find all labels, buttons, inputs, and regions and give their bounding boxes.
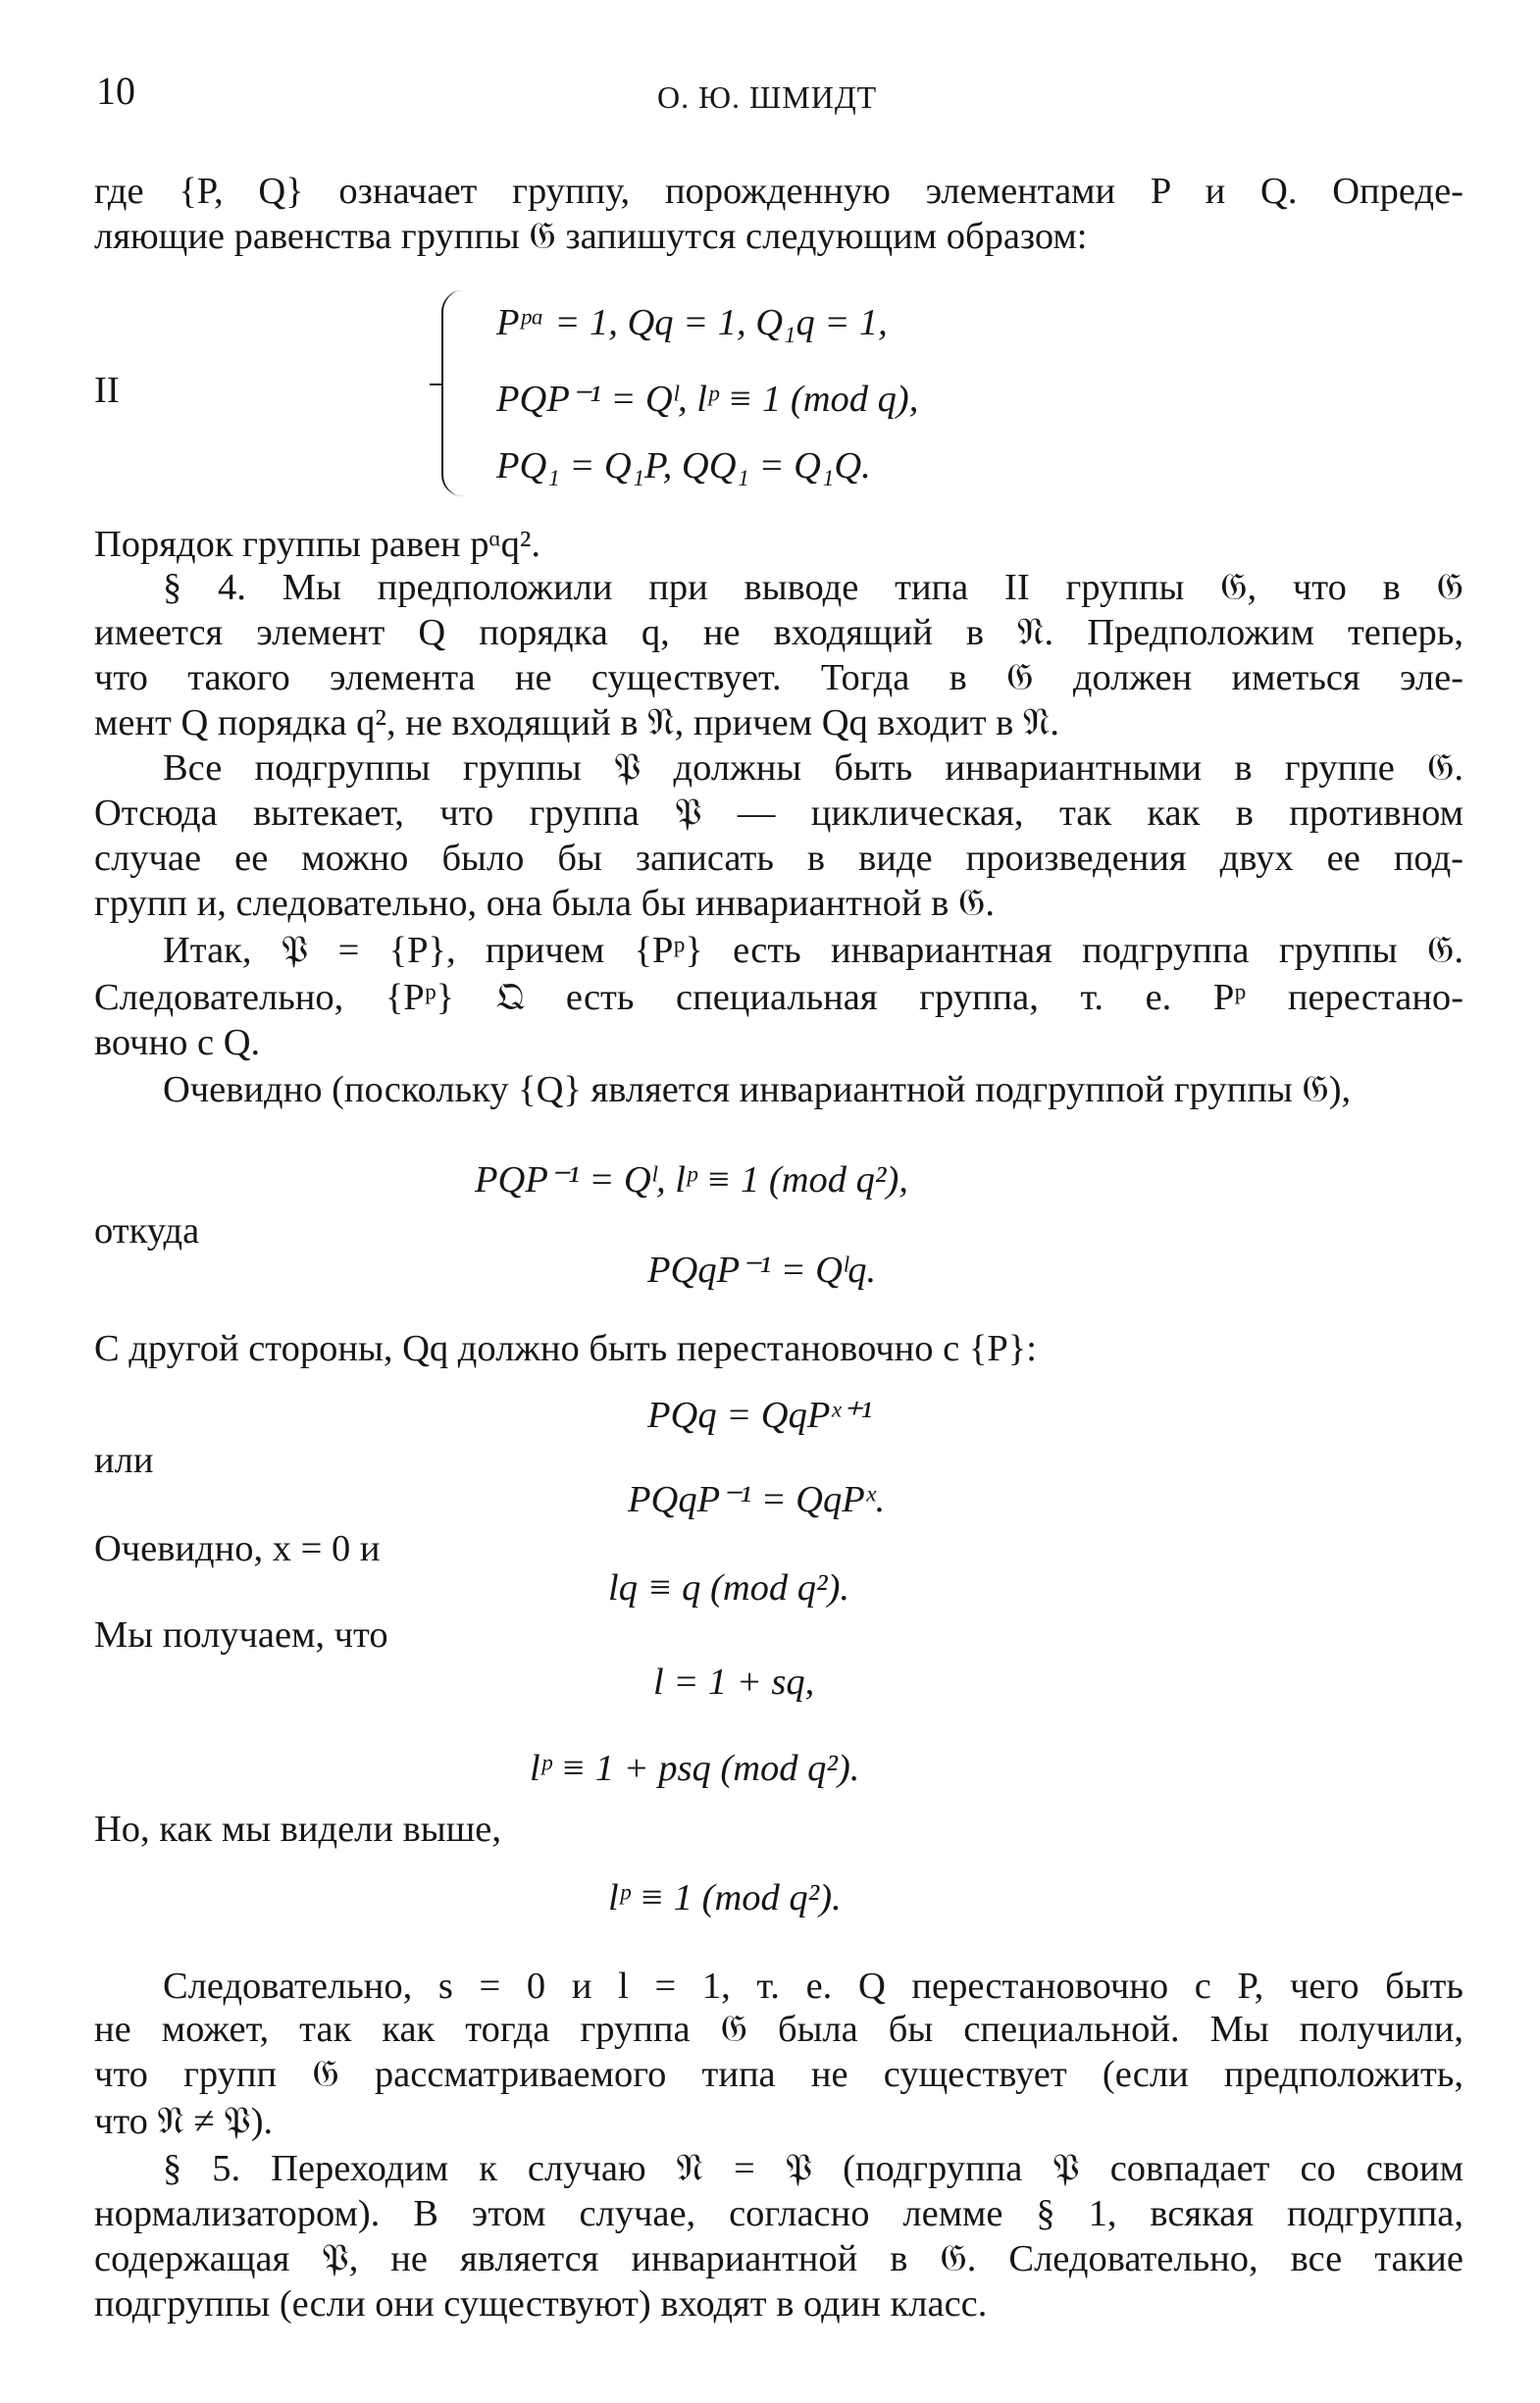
formula: lq ≡ q (mod q²).: [608, 1567, 850, 1609]
body-line: нормализатором). В этом случае, согласно лемме § 1, всякая подгруппа,: [94, 2193, 1463, 2234]
body-line: Следовательно, {Pᵖ} 𝔔 есть специальная группа, т. е. Pᵖ перестано-: [94, 977, 1463, 1018]
body-line: случае ее можно было бы записать в виде произведения двух ее под-: [94, 838, 1463, 879]
body-line: С другой стороны, Qq должно быть перестановочно с {P}:: [94, 1328, 1037, 1369]
system-brace: [441, 290, 465, 496]
formula: PQq = QqPˣ⁺¹: [647, 1395, 873, 1436]
formula: lᵖ ≡ 1 + psq (mod q²).: [530, 1748, 860, 1789]
page-number: 10: [96, 69, 135, 113]
system-equation: Pᵖᵅ = 1, Qq = 1, Q₁q = 1,: [496, 302, 888, 343]
body-line: или: [94, 1440, 154, 1481]
body-line: Отсюда вытекает, что группа 𝔓 — циклическая, так как в противном: [94, 792, 1463, 834]
body-line: подгруппы (если они существуют) входят в один класс.: [94, 2283, 988, 2325]
section-paragraph-line: § 4. Мы предположили при выводе типа II группы 𝔊, что в 𝔊: [163, 567, 1463, 608]
body-line: содержащая 𝔓, не является инвариантной в 𝔊. Следовательно, все такие: [94, 2238, 1463, 2279]
body-line: Все подгруппы группы 𝔓 должны быть инвариантными в группе 𝔊.: [163, 747, 1463, 789]
body-line: что 𝔑 ≠ 𝔓).: [94, 2101, 274, 2142]
body-line: что групп 𝔊 рассматриваемого типа не существует (если предположить,: [94, 2054, 1463, 2095]
body-line: Очевидно (поскольку {Q} является инвариантной подгруппой группы 𝔊),: [163, 1069, 1352, 1110]
running-title: О. Ю. ШМИДТ: [657, 79, 878, 115]
formula: PQqP⁻¹ = QqPˣ.: [628, 1479, 886, 1520]
formula: PQP⁻¹ = Qˡ, lᵖ ≡ 1 (mod q²),: [475, 1159, 908, 1201]
formula: lᵖ ≡ 1 (mod q²).: [608, 1877, 842, 1918]
body-line: Очевидно, x = 0 и: [94, 1528, 381, 1569]
body-line: Мы получаем, что: [94, 1614, 388, 1656]
system-equation: PQP⁻¹ = Qˡ, lᵖ ≡ 1 (mod q),: [496, 379, 919, 420]
system-label: II: [94, 370, 120, 411]
body-line: вочно с Q.: [94, 1022, 261, 1063]
formula: l = 1 + sq,: [653, 1662, 815, 1703]
body-line: Итак, 𝔓 = {P}, причем {Pᵖ} есть инвариантная подгруппа группы 𝔊.: [163, 930, 1463, 971]
body-line: Порядок группы равен pᵅq².: [94, 524, 541, 565]
body-line: где {P, Q} означает группу, порожденную элементами P и Q. Опреде-: [94, 171, 1463, 212]
system-equation: PQ₁ = Q₁P, QQ₁ = Q₁Q.: [496, 445, 871, 486]
body-line: не может, так как тогда группа 𝔊 была бы специальной. Мы получили,: [94, 2009, 1463, 2050]
body-line: ляющие равенства группы 𝔊 запишутся следующим образом:: [94, 216, 1088, 257]
body-line: имеется элемент Q порядка q, не входящий в 𝔑. Предположим теперь,: [94, 612, 1463, 653]
body-line: групп и, следовательно, она была бы инвариантной в 𝔊.: [94, 883, 995, 924]
body-line: откуда: [94, 1210, 200, 1252]
body-line: мент Q порядка q², не входящий в 𝔑, причем Qq входит в 𝔑.: [94, 702, 1059, 743]
formula: PQqP⁻¹ = Qˡq.: [647, 1250, 877, 1291]
section-paragraph-line: § 5. Переходим к случаю 𝔑 = 𝔓 (подгруппа 𝔓 совпадает со своим: [163, 2148, 1463, 2189]
body-line: Но, как мы видели выше,: [94, 1809, 502, 1850]
body-line: Следовательно, s = 0 и l = 1, т. е. Q перестановочно с P, чего быть: [163, 1966, 1463, 2007]
body-line: что такого элемента не существует. Тогда в 𝔊 должен иметься эле-: [94, 657, 1463, 698]
